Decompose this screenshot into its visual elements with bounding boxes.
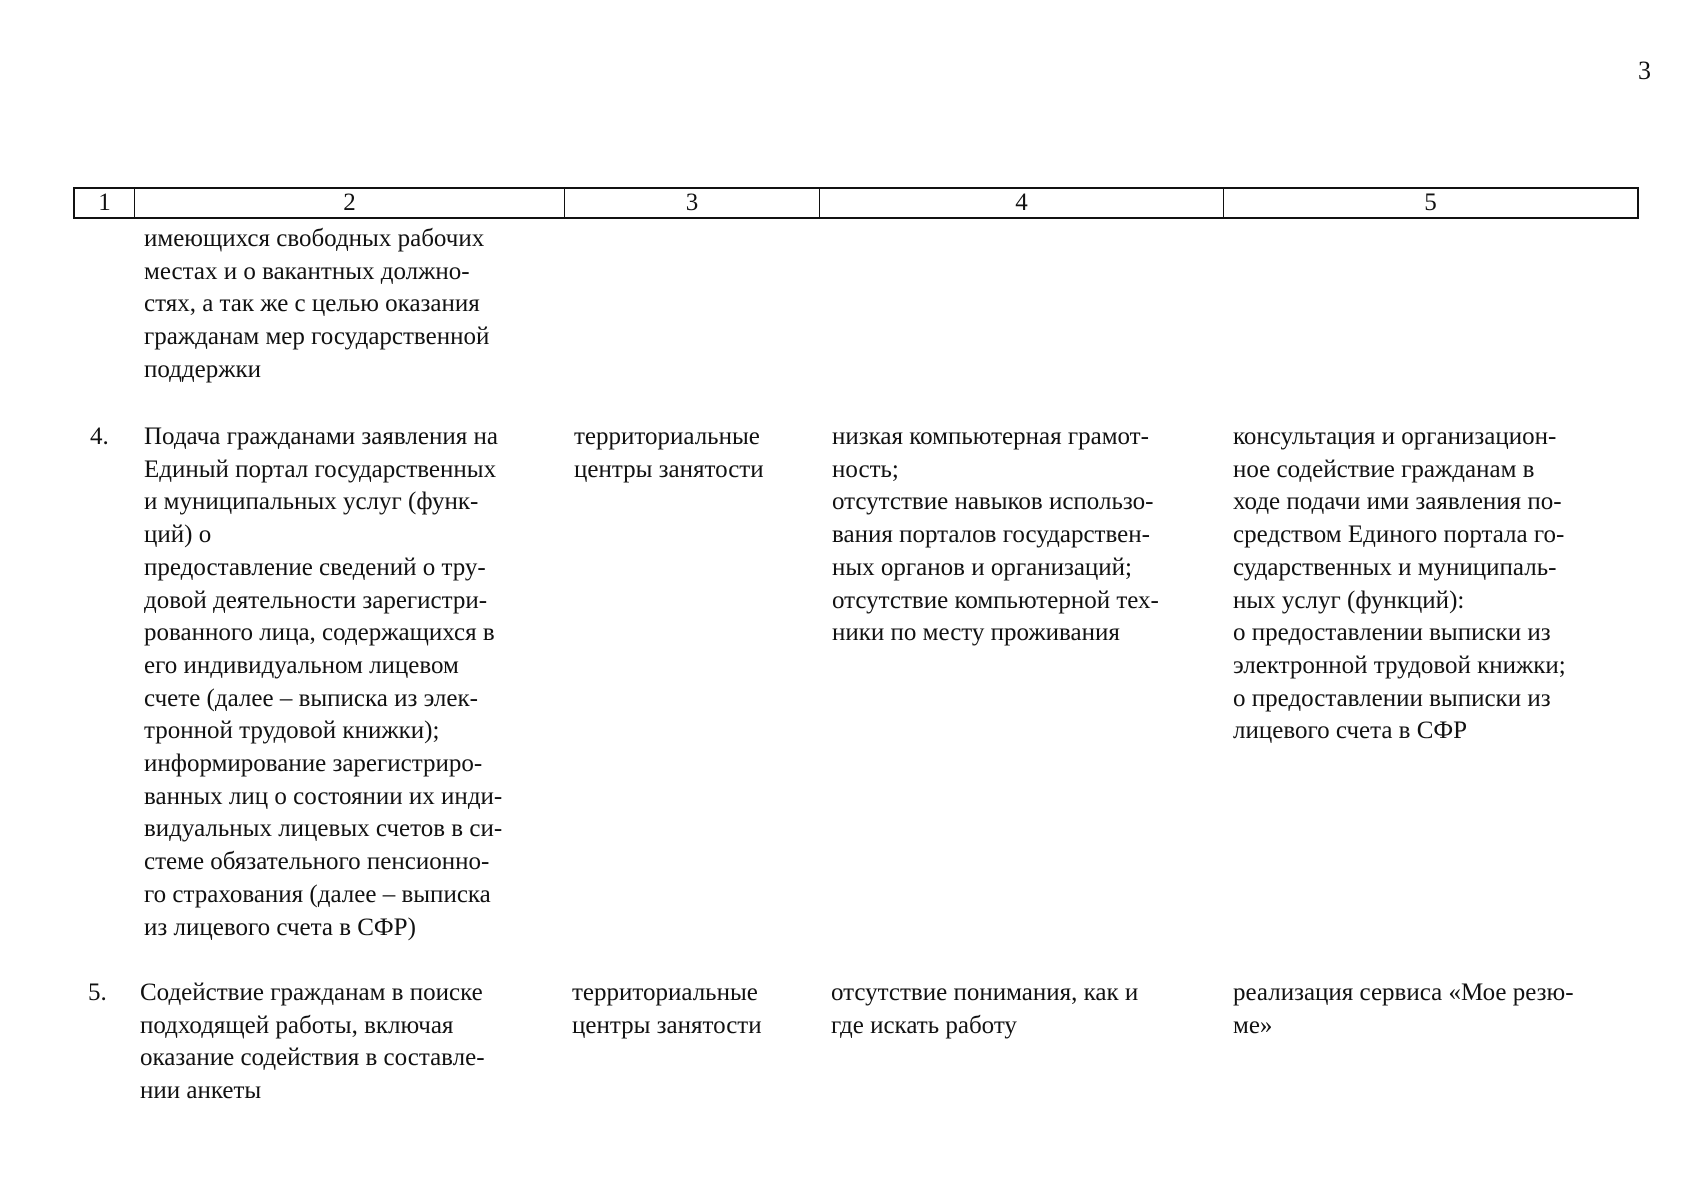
header-col-2: 2 bbox=[134, 189, 564, 217]
header-col-3: 3 bbox=[564, 189, 819, 217]
page-number: 3 bbox=[1638, 56, 1651, 85]
table-header-row bbox=[73, 187, 1639, 219]
header-col-5: 5 bbox=[1223, 189, 1637, 217]
row-4-description: Подача гражданами заявления на Единый портал государственных и муниципальных услуг (функ- ций) о предоставление сведений о тру- довой деятельности зарегистри- рованного лица, содержащихся в его индивидуальном лицевом счете (далее – выписка из элек- тронной трудовой книжки); информирование зарегистриро- ванных лиц о состоянии их инди- видуальных лицевых счетов в си- стеме обязательного пенсионно- го страхования (далее – выписка из лицевого счета в СФР) bbox=[144, 423, 503, 941]
row-4-problems: низкая компьютерная грамот- ность; отсутствие навыков использо- вания порталов государствен- ных органов и организаций; отсутствие компьютерной тех- ники по месту проживания bbox=[832, 423, 1159, 647]
continuation-col-2: имеющихся свободных рабочих местах и о вакантных должно- стях, а так же с целью оказания гражданам мер государственной поддержки bbox=[144, 225, 490, 383]
row-5-description: Содействие гражданам в поиске подходящей работы, включая оказание содействия в составле- нии анкеты bbox=[140, 979, 485, 1105]
row-4-number: 4. bbox=[90, 423, 109, 450]
row-5-solution: реализация сервиса «Мое резю- ме» bbox=[1233, 979, 1574, 1039]
row-4-executor: территориальные центры занятости bbox=[574, 423, 764, 483]
row-5-executor: территориальные центры занятости bbox=[572, 979, 762, 1039]
row-4-solution: консультация и организацион- ное содействие гражданам в ходе подачи ими заявления по- средством Единого портала го- сударственных и муниципаль- ных услуг (функций): о предоставлении выписки из электронной трудовой книжки; о предоставлении выписки из лицевого счета в СФР bbox=[1233, 423, 1566, 745]
row-5-problems: отсутствие понимания, как и где искать работу bbox=[831, 979, 1139, 1039]
header-col-1: 1 bbox=[98, 189, 111, 216]
header-col-4: 4 bbox=[819, 189, 1223, 217]
row-5-number: 5. bbox=[88, 979, 107, 1006]
